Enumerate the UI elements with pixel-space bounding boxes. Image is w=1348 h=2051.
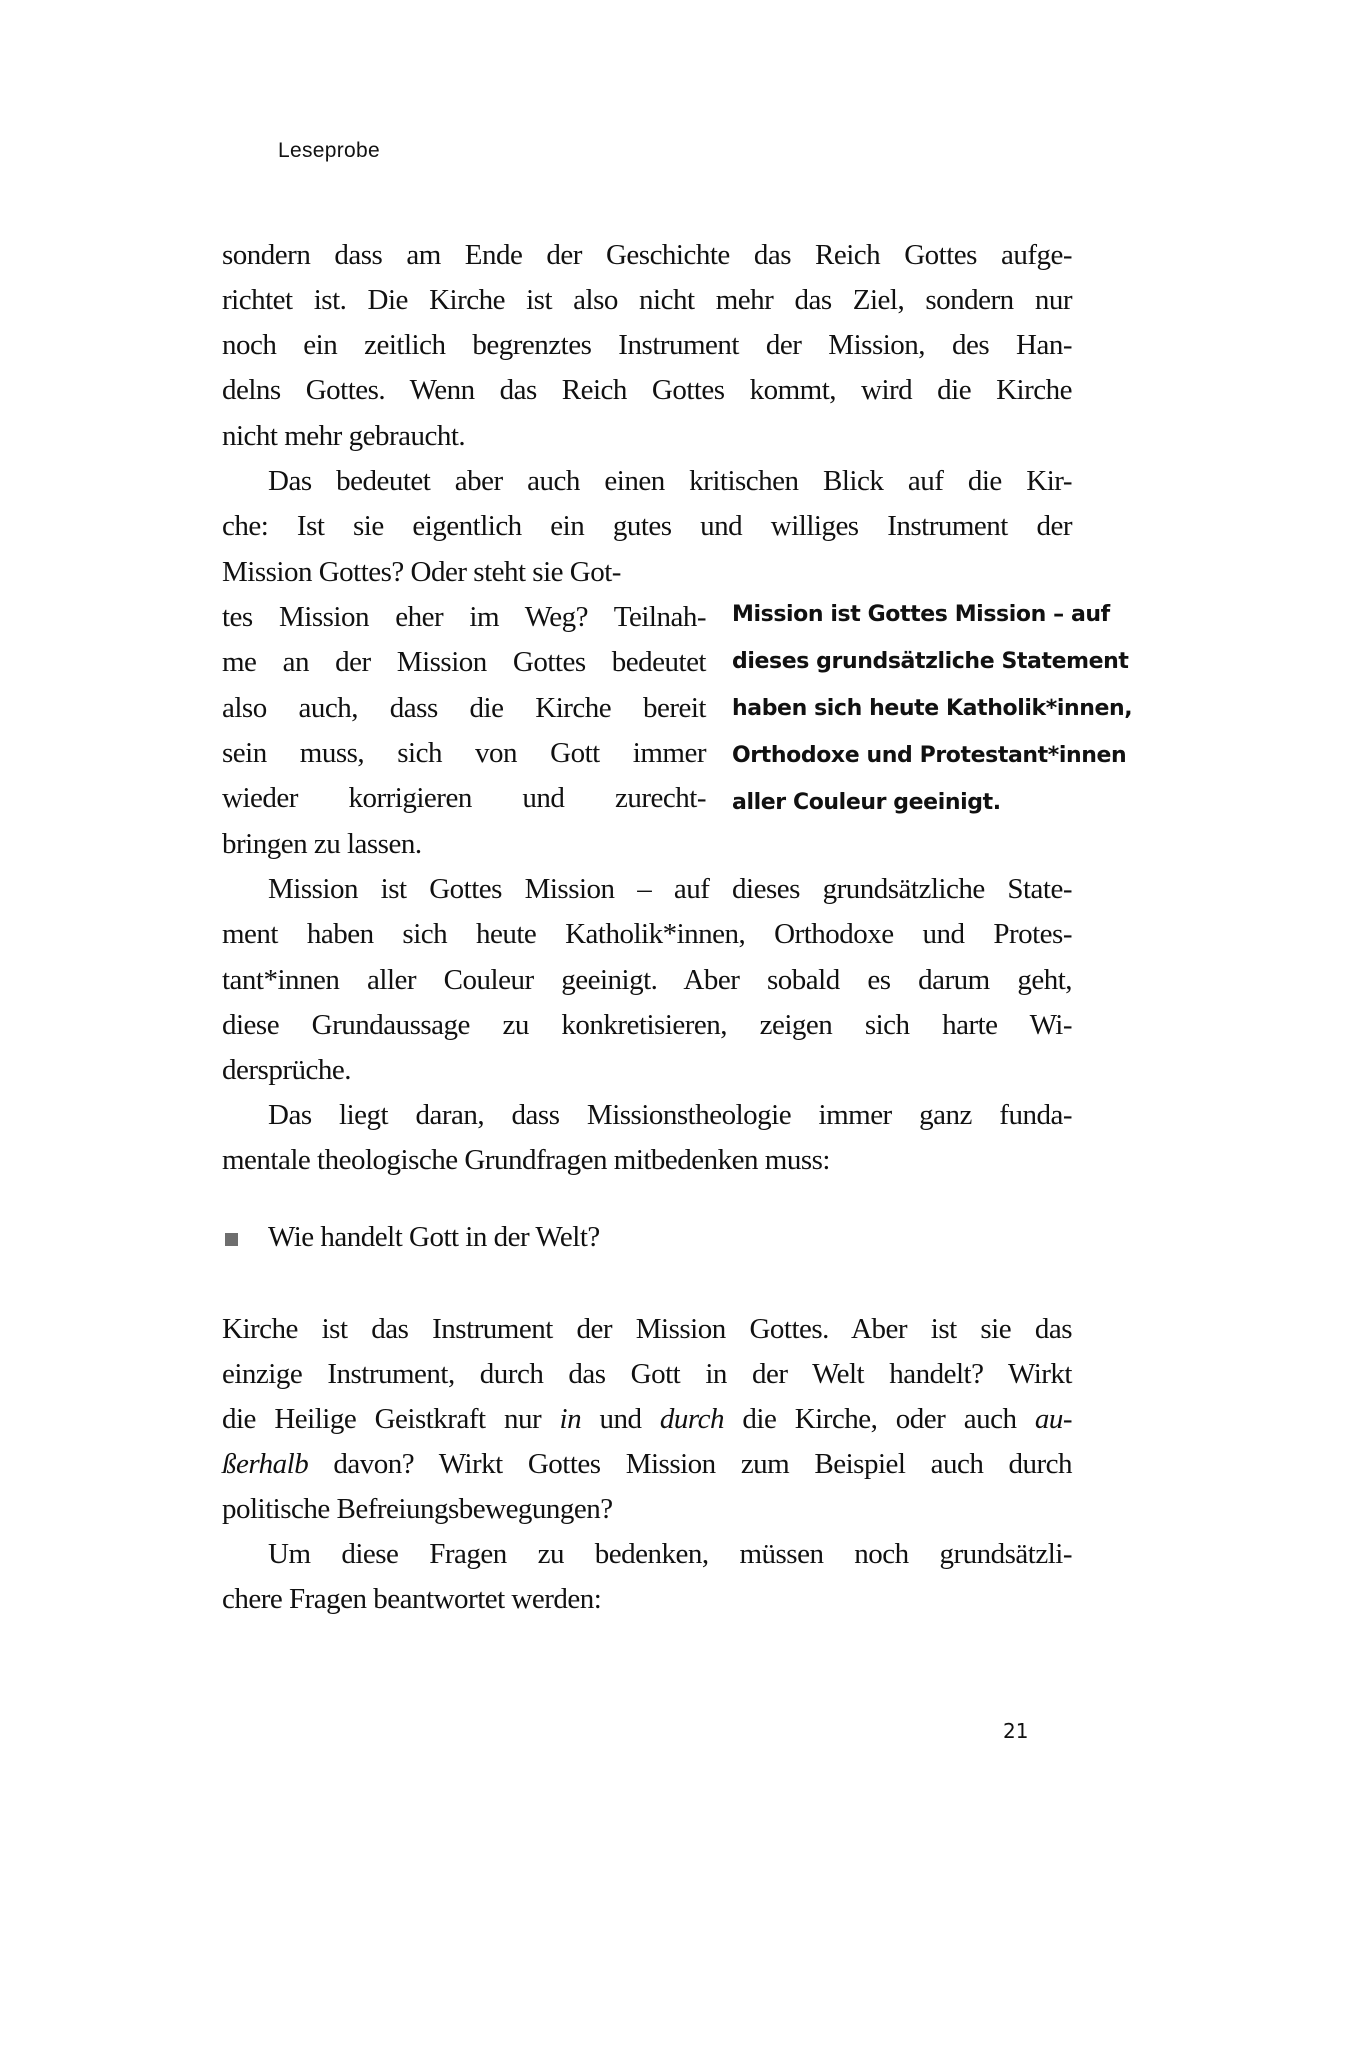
text-line: also auch, dass die Kirche bereit — [222, 692, 706, 724]
text-line: noch ein zeitlich begrenztes Instrument der Mission, des Han- — [222, 329, 1072, 361]
text-line: Das bedeutet aber auch einen kritischen Blick auf die Kir- — [268, 465, 1072, 497]
emphasis-in: in — [559, 1403, 582, 1435]
pull-quote-line: dieses grundsätzliche Statement — [732, 649, 1129, 674]
bullet-item-text: Wie handelt Gott in der Welt? — [268, 1221, 600, 1253]
emphasis-durch: durch — [659, 1403, 724, 1435]
pull-quote-line: aller Couleur geeinigt. — [732, 790, 1001, 815]
text-line: einzige Instrument, durch das Gott in der Welt handelt? Wirkt — [222, 1358, 1072, 1390]
text-line: chere Fragen beantwortet werden: — [222, 1583, 602, 1615]
text-line: politische Befreiungsbewegungen? — [222, 1493, 613, 1525]
pull-quote-line: Orthodoxe und Protestant*innen — [732, 743, 1127, 768]
pull-quote-line: haben sich heute Katholik*innen, — [732, 696, 1133, 721]
pull-quote-line: Mission ist Gottes Mission – auf — [732, 602, 1110, 627]
emphasis-ausserhalb-end: ßerhalb — [222, 1448, 309, 1480]
text-line: wieder korrigieren und zurecht- — [222, 782, 706, 814]
text-run: und — [581, 1403, 660, 1435]
text-line: tant*innen aller Couleur geeinigt. Aber sobald es darum geht, — [222, 964, 1072, 996]
text-line: tes Mission eher im Weg? Teilnah- — [222, 601, 706, 633]
running-head: Leseprobe — [278, 139, 380, 162]
text-line: ment haben sich heute Katholik*innen, Orthodoxe und Protes- — [222, 918, 1072, 950]
text-run: die Heilige Geistkraft nur — [222, 1403, 560, 1435]
page-number: 21 — [1003, 1719, 1029, 1743]
text-line: mentale theologische Grundfragen mitbedenken muss: — [222, 1144, 830, 1176]
text-run: die Kirche, oder auch — [723, 1403, 1035, 1435]
text-line: dersprüche. — [222, 1054, 351, 1086]
text-line: sein muss, sich von Gott immer — [222, 737, 706, 769]
text-line: diese Grundaussage zu konkretisieren, zeigen sich harte Wi- — [222, 1009, 1072, 1041]
text-line — [222, 1397, 1072, 1442]
square-bullet-icon — [225, 1233, 238, 1246]
text-line: Kirche ist das Instrument der Mission Gottes. Aber ist sie das — [222, 1313, 1072, 1345]
text-line: Um diese Fragen zu bedenken, müssen noch grundsätzli- — [268, 1538, 1072, 1570]
text-line: richtet ist. Die Kirche ist also nicht mehr das Ziel, sondern nur — [222, 284, 1072, 316]
text-run: davon? Wirkt Gottes Mission zum Beispiel auch durch — [308, 1448, 1072, 1480]
text-line: Das liegt daran, dass Missionstheologie immer ganz funda- — [268, 1099, 1072, 1131]
text-line: bringen zu lassen. — [222, 828, 422, 860]
text-line: sondern dass am Ende der Geschichte das Reich Gottes aufge- — [222, 239, 1072, 271]
text-line: Mission ist Gottes Mission – auf dieses grundsätzliche State- — [268, 873, 1072, 905]
text-line: me an der Mission Gottes bedeutet — [222, 646, 706, 678]
text-line: delns Gottes. Wenn das Reich Gottes kommt, wird die Kirche — [222, 374, 1072, 406]
text-line: Mission Gottes? Oder steht sie Got- — [222, 556, 621, 588]
emphasis-ausserhalb-start: au- — [1034, 1403, 1073, 1435]
text-line — [222, 1442, 1072, 1487]
text-line: che: Ist sie eigentlich ein gutes und williges Instrument der — [222, 510, 1072, 542]
text-line: nicht mehr gebraucht. — [222, 420, 466, 452]
